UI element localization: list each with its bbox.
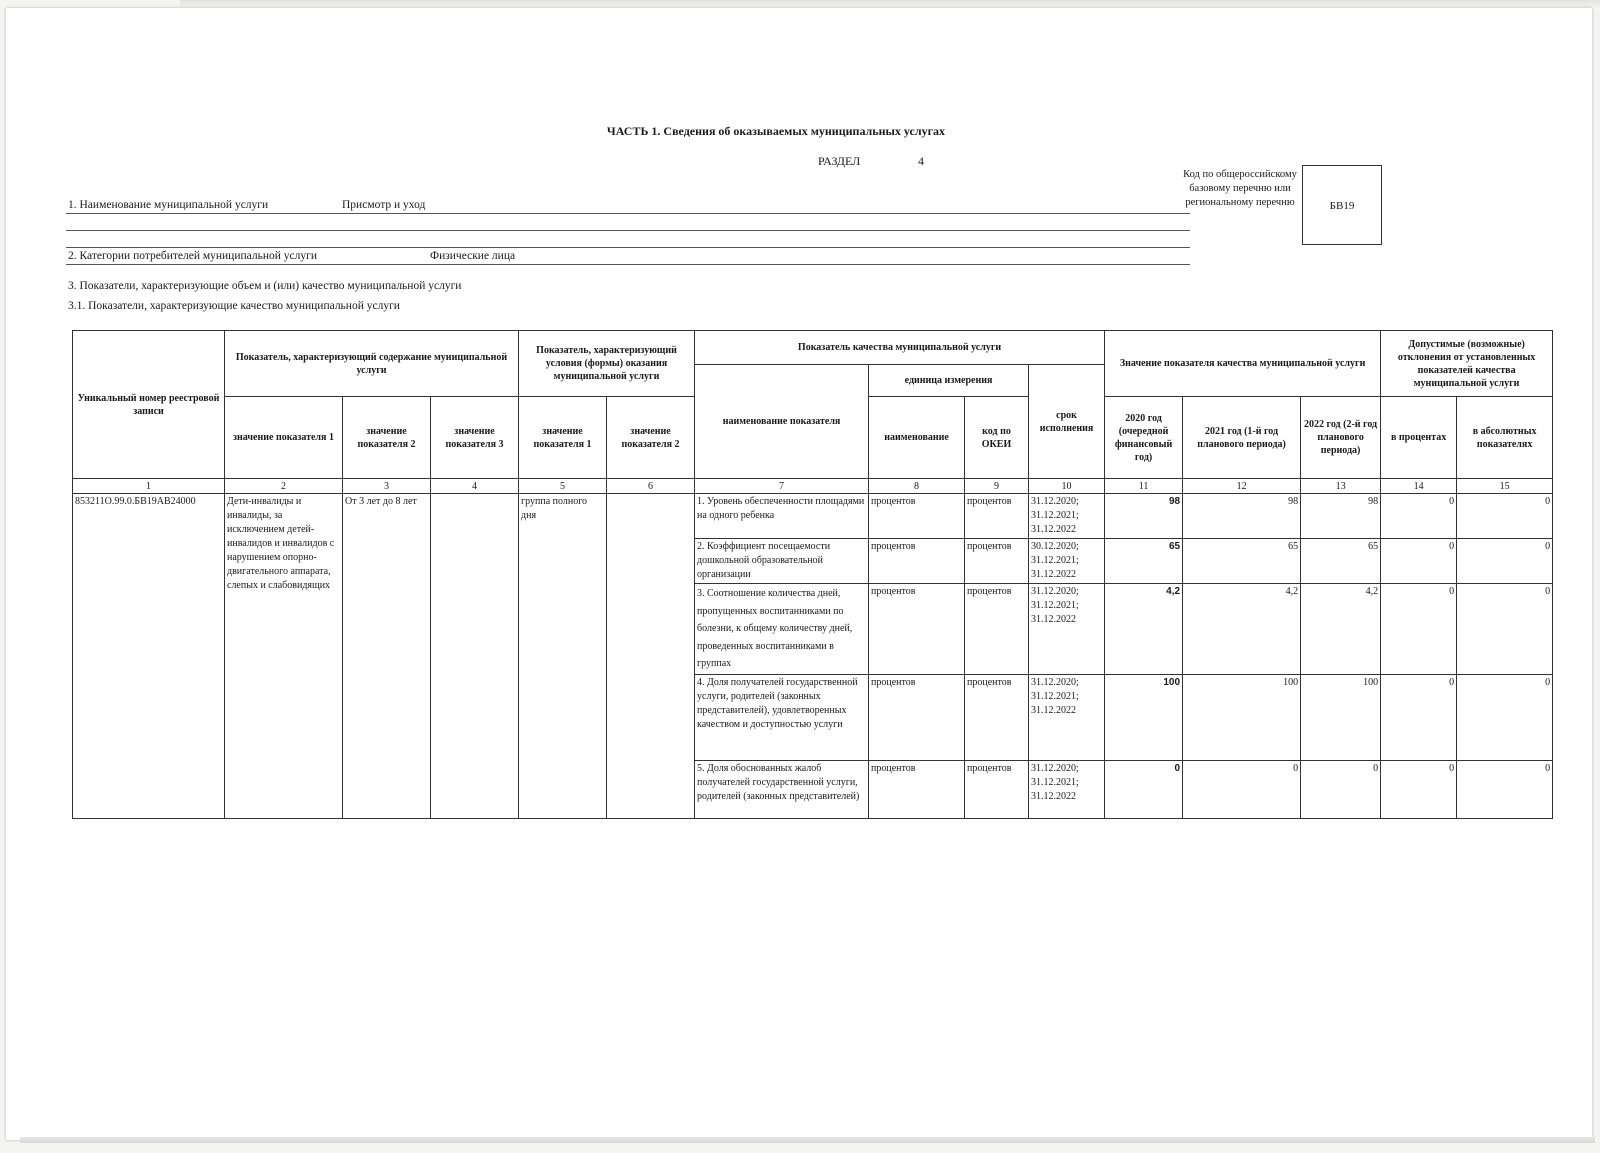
col-num: 15 <box>1457 479 1553 494</box>
indicator-name: 1. Уровень обеспеченности площадями на одного ребенка <box>695 494 869 539</box>
content-value-3 <box>431 494 519 819</box>
underline-2 <box>66 230 1190 231</box>
service-name-label: 1. Наименование муниципальной услуги <box>68 199 269 211</box>
sheet-shadow-top <box>180 0 1600 8</box>
header-cond-1: значение показателя 1 <box>519 397 607 479</box>
dev-percent: 0 <box>1381 539 1457 584</box>
unit-name: процентов <box>869 584 965 675</box>
value-2021: 65 <box>1183 539 1301 584</box>
col-num: 2 <box>225 479 343 494</box>
header-unit-name: наименование <box>869 397 965 479</box>
term: 30.12.2020; 31.12.2021; 31.12.2022 <box>1029 539 1105 584</box>
value-2020: 100 <box>1105 674 1183 760</box>
header-content-1: значение показателя 1 <box>225 397 343 479</box>
header-content-2: значение показателя 2 <box>343 397 431 479</box>
indicator-name: 2. Коэффициент посещаемости дошкольной образовательной организации <box>695 539 869 584</box>
header-content: Показатель, характеризующий содержание муниципальной услуги <box>225 331 519 397</box>
unit-name: процентов <box>869 674 965 760</box>
code-label: Код по общероссийскому базовому перечню или региональному перечню <box>1183 169 1297 208</box>
dev-absolute: 0 <box>1457 494 1553 539</box>
value-2020: 98 <box>1105 494 1183 539</box>
header-term: срок исполнения <box>1029 365 1105 479</box>
dev-percent: 0 <box>1381 674 1457 760</box>
header-indicator-name: наименование показателя <box>695 365 869 479</box>
header-content-3: значение показателя 3 <box>431 397 519 479</box>
dev-absolute: 0 <box>1457 539 1553 584</box>
dev-percent: 0 <box>1381 584 1457 675</box>
col-num: 14 <box>1381 479 1457 494</box>
col-num: 12 <box>1183 479 1301 494</box>
col-num: 11 <box>1105 479 1183 494</box>
col-num: 3 <box>343 479 431 494</box>
record-id: 853211О.99.0.БВ19АВ24000 <box>73 494 225 819</box>
col-num: 13 <box>1301 479 1381 494</box>
value-2021: 100 <box>1183 674 1301 760</box>
content-value-1: Дети-инвалиды и инвалиды, за исключением детей-инвалидов и инвалидов с нарушением опорно-двигательного аппарата, слепых и слабовидящих <box>225 494 343 819</box>
okei-code: процентов <box>965 674 1029 760</box>
okei-code: процентов <box>965 539 1029 584</box>
value-2022: 4,2 <box>1301 584 1381 675</box>
term: 31.12.2020; 31.12.2021; 31.12.2022 <box>1029 494 1105 539</box>
value-2022: 98 <box>1301 494 1381 539</box>
categories-value: Физические лица <box>430 250 516 262</box>
dev-absolute: 0 <box>1457 584 1553 675</box>
dev-percent: 0 <box>1381 760 1457 818</box>
header-year-2021: 2021 год (1-й год планового периода) <box>1183 397 1301 479</box>
unit-name: процентов <box>869 539 965 584</box>
value-2021: 4,2 <box>1183 584 1301 675</box>
document-title: ЧАСТЬ 1. Сведения об оказываемых муниципальных услугах <box>606 124 946 138</box>
indicator-name: 3. Соотношение количества дней, пропущенных воспитанниками по болезни, к общему количеству дней, проведенных воспитанниками в группах <box>695 584 869 675</box>
okei-code: процентов <box>965 760 1029 818</box>
column-number-row <box>73 479 1553 494</box>
col-num: 10 <box>1029 479 1105 494</box>
condition-value-2 <box>607 494 695 819</box>
value-2020: 65 <box>1105 539 1183 584</box>
dev-percent: 0 <box>1381 494 1457 539</box>
value-2021: 0 <box>1183 760 1301 818</box>
dev-absolute: 0 <box>1457 760 1553 818</box>
section-label: РАЗДЕЛ <box>818 154 861 168</box>
header-deviation: Допустимые (возможные) отклонения от установленных показателей качества муниципальной услуги <box>1381 331 1553 397</box>
code-box: БВ19 <box>1302 165 1382 245</box>
header-quality: Показатель качества муниципальной услуги <box>695 331 1105 365</box>
section-number: 4 <box>918 154 924 168</box>
term: 31.12.2020; 31.12.2021; 31.12.2022 <box>1029 584 1105 675</box>
header-year-2022: 2022 год (2-й год планового периода) <box>1301 397 1381 479</box>
col-num: 1 <box>73 479 225 494</box>
header-year-2020: 2020 год (очередной финансовый год) <box>1105 397 1183 479</box>
indicator-name: 4. Доля получателей государственной услуги, родителей (законных представителей), удовлетворенных качеством и доступностью услуги <box>695 674 869 760</box>
value-2022: 65 <box>1301 539 1381 584</box>
value-2020: 0 <box>1105 760 1183 818</box>
header-values: Значение показателя качества муниципальной услуги <box>1105 331 1381 397</box>
content-value-2: От 3 лет до 8 лет <box>343 494 431 819</box>
col-num: 9 <box>965 479 1029 494</box>
col-num: 5 <box>519 479 607 494</box>
header-dev-percent: в процентах <box>1381 397 1457 479</box>
col-num: 6 <box>607 479 695 494</box>
underline-1 <box>66 213 1190 214</box>
condition-value-1: группа полного дня <box>519 494 607 819</box>
underline-3 <box>66 247 1190 248</box>
heading-3-1: 3.1. Показатели, характеризующие качество муниципальной услуги <box>68 300 400 312</box>
header-unit: единица измерения <box>869 365 1029 397</box>
document-sheet <box>6 8 1592 1140</box>
term: 31.12.2020; 31.12.2021; 31.12.2022 <box>1029 760 1105 818</box>
unit-name: процентов <box>869 494 965 539</box>
col-num: 4 <box>431 479 519 494</box>
quality-table <box>72 330 1553 819</box>
heading-3: 3. Показатели, характеризующие объем и (или) качество муниципальной услуги <box>68 280 462 292</box>
value-2022: 100 <box>1301 674 1381 760</box>
col-num: 7 <box>695 479 869 494</box>
header-conditions: Показатель, характеризующий условия (формы) оказания муниципальной услуги <box>519 331 695 397</box>
header-unique-number: Уникальный номер реестровой записи <box>73 331 225 479</box>
indicator-name: 5. Доля обоснованных жалоб получателей государственной услуги, родителей (законных представителей) <box>695 760 869 818</box>
value-2020: 4,2 <box>1105 584 1183 675</box>
okei-code: процентов <box>965 494 1029 539</box>
categories-label: 2. Категории потребителей муниципальной услуги <box>68 250 317 262</box>
value-2022: 0 <box>1301 760 1381 818</box>
header-cond-2: значение показателя 2 <box>607 397 695 479</box>
term: 31.12.2020; 31.12.2021; 31.12.2022 <box>1029 674 1105 760</box>
value-2021: 98 <box>1183 494 1301 539</box>
okei-code: процентов <box>965 584 1029 675</box>
table-row <box>73 494 1553 539</box>
header-dev-absolute: в абсолютных показателях <box>1457 397 1553 479</box>
sheet-shadow-bottom <box>20 1137 1595 1143</box>
dev-absolute: 0 <box>1457 674 1553 760</box>
unit-name: процентов <box>869 760 965 818</box>
underline-4 <box>66 264 1190 265</box>
col-num: 8 <box>869 479 965 494</box>
service-name-value: Присмотр и уход <box>342 199 426 211</box>
header-okei: код по ОКЕИ <box>965 397 1029 479</box>
